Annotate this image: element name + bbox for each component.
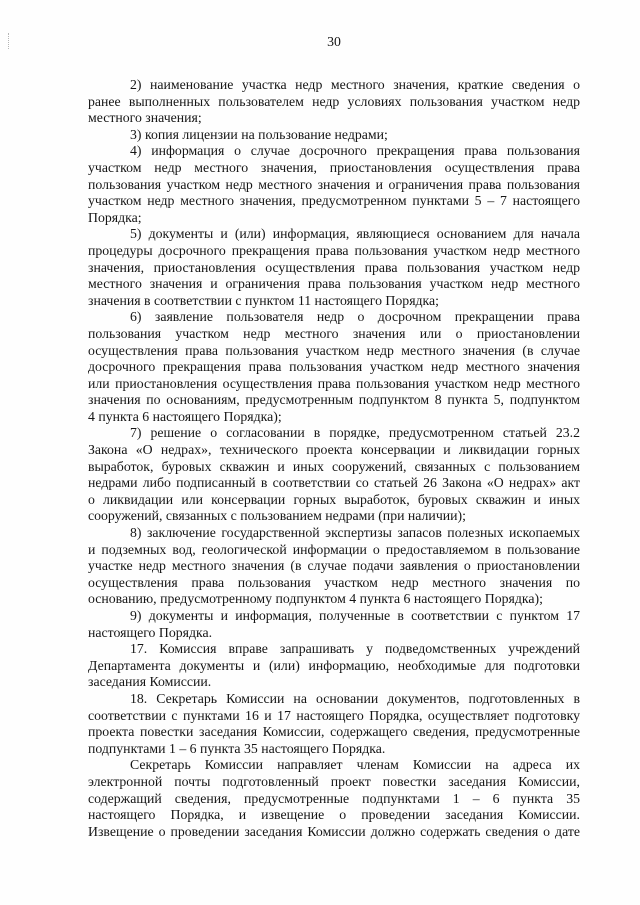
paragraph-line: о ликвидации или консервации горных выработок, буровых скважин и иных	[88, 491, 580, 507]
paragraph-subitem-5	[88, 226, 580, 309]
scan-artifact	[8, 33, 10, 49]
paragraph-line: 9) документы и информация, полученные в соответствии с пунктом 17	[130, 608, 580, 623]
paragraph-line: 17. Комиссия вправе запрашивать у подведомственных учреждений	[130, 641, 580, 657]
paragraph-subitem-9	[88, 608, 580, 641]
paragraph-line: электронной почты подготовленный проект повестки заседания Комиссии,	[88, 773, 580, 789]
paragraph-line: 2) наименование участка недр местного значения, краткие сведения о	[130, 77, 580, 92]
paragraph-subitem-6	[88, 309, 580, 425]
paragraph-line: 4 пункта 6 настоящего Порядка);	[88, 408, 282, 424]
paragraph-line: соответствии с пунктами 16 и 17 настоящего Порядка, осуществляет подготовку	[88, 707, 580, 723]
paragraph-subitem-7	[88, 425, 580, 525]
paragraph-line: настоящего Порядка, и извещение о проведении заседания Комиссии.	[88, 807, 580, 823]
paragraph-line: основанию, предусмотренному подпунктом 4 пункта 6 настоящего Порядка);	[88, 591, 543, 607]
paragraph-line: участком недр местного значения, приостановления осуществления права	[88, 159, 580, 175]
paragraph-line: осуществления права пользования участком недр местного значения по	[88, 574, 580, 590]
paragraph-line: недрами либо подписанный в соответствии со статьей 26 Закона «О недрах» акт	[88, 475, 580, 491]
page-number: 30	[327, 34, 341, 49]
paragraph-line: процедуры досрочного прекращения права пользования участком недр местного	[88, 242, 580, 258]
paragraph-line: значения в соответствии с пунктом 11 настоящего Порядка;	[88, 292, 440, 308]
paragraph-line: Секретарь Комиссии направляет членам Комиссии на адреса их	[130, 757, 580, 773]
paragraph-line: участке недр местного значения (в случае подачи заявления о приостановлении	[88, 558, 580, 574]
paragraph-line: проекта повестки заседания Комиссии, содержащего сведения, предусмотренные	[88, 724, 580, 740]
paragraph-subitem-2	[88, 77, 580, 127]
paragraph-line: сооружений, связанных с пользованием недрами (при наличии);	[88, 508, 466, 524]
paragraph-line: 3) копия лицензии на пользование недрами;	[130, 126, 388, 142]
paragraph-point-18	[88, 691, 580, 757]
paragraph-line: Порядка;	[88, 209, 142, 225]
paragraph-line: Закона «О недрах», технического проекта консервации и ликвидации горных	[88, 442, 580, 458]
paragraph-subitem-4	[88, 143, 580, 226]
paragraph-line: настоящего Порядка.	[88, 624, 213, 640]
paragraph-line: подпунктами 1 – 6 пункта 35 настоящего Порядка.	[88, 740, 386, 756]
paragraph-line: ранее выполненных пользователем недр условиях пользования участком недр	[88, 93, 580, 109]
paragraph-secretary-notice	[88, 757, 580, 840]
paragraph-subitem-3	[88, 127, 580, 144]
paragraph-line: 18. Секретарь Комиссии на основании документов, подготовленных в	[130, 690, 580, 706]
document-body	[88, 77, 580, 840]
paragraph-line: выработок, буровых скважин и иных сооружений, связанных с пользованием	[88, 458, 580, 474]
paragraph-line: 6) заявление пользователя недр о досрочном прекращении права	[130, 309, 580, 325]
paragraph-line: или приостановления осуществления права пользования участком недр местного	[88, 375, 580, 391]
paragraph-line: участком недр местного значения, предусмотренном пунктами 5 – 7 настоящего	[88, 193, 580, 209]
paragraph-line: и подземных вод, геологической информации о предоставляемом в пользование	[88, 541, 580, 557]
paragraph-line: значения по основаниям, предусмотренным подпунктом 8 пункта 5, подпунктом	[88, 392, 580, 408]
paragraph-line: значения, приостановления осуществления права пользования участком недр	[88, 259, 580, 275]
paragraph-line: пользования участком недр местного значения и ограничения права пользования	[88, 176, 580, 192]
paragraph-line: местного значения и ограничения права пользования участком недр местного	[88, 276, 580, 292]
paragraph-line: местного значения;	[88, 110, 202, 126]
paragraph-line: пользования участком недр местного значения или о приостановлении	[88, 325, 580, 341]
paragraph-line: 4) информация о случае досрочного прекращения права пользования	[130, 143, 580, 159]
paragraph-line: 7) решение о согласовании в порядке, предусмотренном статьей 23.2	[130, 425, 580, 441]
paragraph-subitem-8	[88, 525, 580, 608]
paragraph-line: досрочного прекращения права пользования участком недр местного значения	[88, 359, 580, 375]
paragraph-point-17	[88, 641, 580, 691]
paragraph-line: заседания Комиссии.	[88, 674, 212, 690]
paragraph-line: содержащий сведения, предусмотренные подпунктами 1 – 6 пункта 35	[88, 790, 580, 806]
paragraph-line: 8) заключение государственной экспертизы запасов полезных ископаемых	[130, 525, 580, 541]
paragraph-line: Извещение о проведении заседания Комиссии должно содержать сведения о дате	[88, 823, 580, 839]
paragraph-line: 5) документы и (или) информация, являющиеся основанием для начала	[130, 226, 580, 242]
paragraph-line: осуществления права пользования участком недр местного значения (в случае	[88, 342, 580, 358]
paragraph-line: Департамента документы и (или) информацию, необходимые для подготовки	[88, 657, 580, 673]
